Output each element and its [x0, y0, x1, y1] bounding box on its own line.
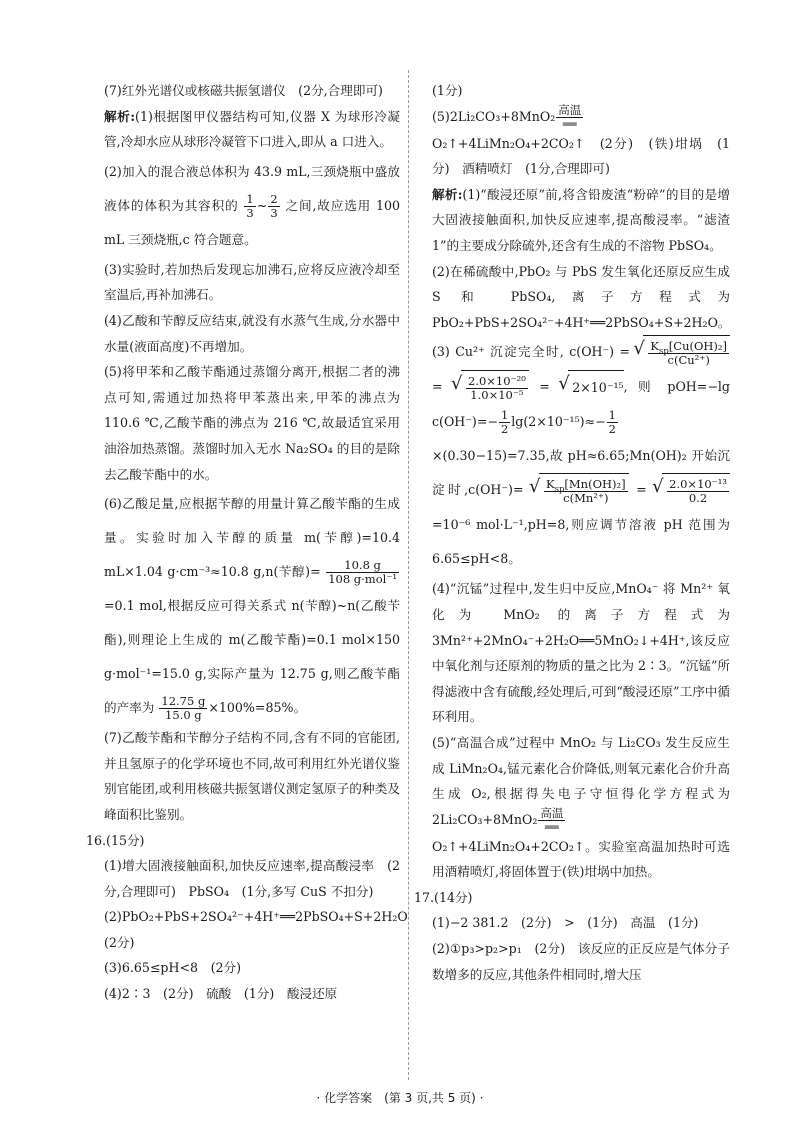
answer-16-4: (4)2∶3 (2分) 硫酸 (1分) 酸浸还原 [104, 986, 338, 1002]
analysis-16: 解析:(1)“酸浸还原”前,将含铅废渣“粉碎”的目的是增大固液接触面积,加快反应速率,提高酸浸率。“滤渣1”的主要成分除硫外,还含有生成的不溶物 PbSO₄。 [432, 186, 730, 253]
page-footer: · 化学答案 (第 3 页,共 5 页) · [316, 1091, 484, 1105]
analysis-15-1: (1)根据图甲仪器结构可知,仪器 X 为球形冷凝管,冷却水应从球形冷凝管下口进入,即从 a 口进入。 [104, 108, 400, 150]
fraction-moles-benzyl-alcohol: $\frac{10.8 g}{\text{108 g·mol⁻¹}}$ [328, 558, 397, 587]
analysis-15 [104, 104, 400, 155]
sqrt-cu-values: √ $\frac{\text{2.0×10⁻²⁰}}{\text{1.0×10⁻⁵}}$ [461, 370, 529, 405]
left-column [86, 78, 421, 1007]
analysis-label: 解析: [104, 108, 136, 124]
answer-17-2: (2)①p₃>p₂>p₁ (2分) 该反应的正反应是气体分子数增多的反应,其他条件相同时,增大压 [432, 941, 730, 982]
analysis-label-16: 解析: [432, 186, 463, 202]
answer-17-1: (1)−2 381.2 (2分) > (1分) 高温 (1分) [432, 915, 699, 931]
condition-high-temp-2: $\frac{\text{高温}}{══}$ [540, 805, 564, 834]
fraction-one-third: $\frac{1}{3}$ [246, 191, 254, 220]
fraction-half-2: $\frac{1}{2}$ [608, 408, 616, 437]
analysis-15-6-text: (6)乙酸足量,应根据苄醇的用量计算乙酸苄酯的生成量。实验时加入苄醇的质量 m(苄醇)=10.4 mL×1.04 g·cm⁻³≈10.8 g,n(苄醇)= [104, 496, 400, 580]
fraction-two-thirds: $\frac{2}{3}$ [270, 191, 278, 220]
yield-result: ×100%=85%。 [208, 700, 307, 716]
question-17-header: 17.(14分) [414, 889, 473, 905]
analysis-15-7: (7)乙酸苄酯和苄醇分子结构不同,含有不同的官能团,并且氢原子的化学环境也不同,故可利用红外光谱仪鉴别官能团,或利用核磁共振氢谱仪测定氢原子的种类及峰面积比鉴别。 [104, 730, 400, 822]
sqrt-mn: √ $\frac{K_{sp}[Mn(OH)_2]}{\text{c(Mn²⁺)}}$ [539, 473, 629, 508]
analysis-15-6-end: =0.1 mol,根据反应可得关系式 n(苄醇)~n(乙酸苄酯),则理论上生成的 m(乙酸苄酯)=0.1 mol×150 g·mol⁻¹=15.0 g,实际产量为 12.75 g,则乙酸苄酯的产率为 [104, 598, 400, 716]
analysis-16-3: (3) Cu²⁺ 沉淀完全时, c(OH⁻) = √ $\frac{K_{sp}[Cu(OH)_2]}{\text{c(Cu²⁺)}}$ = √ $\frac{\text{2.0×10⁻²⁰}}{\text{1.0×10⁻⁵}}$ = √ 2×10⁻¹⁵, 则 pOH=−lg c(OH⁻)=− $\frac{1}{2}$ lg(2×10⁻¹⁵)≈− $\frac{1}{2}$ ×(0.30−15)=7.35,故 pH≈6.65;Mn(OH)₂ 开始沉淀时,c(OH⁻)= √ $\frac{K_{sp}[Mn(OH)_2]}{\text{c(Mn²⁺)}}$ = √ $\frac{\text{2.0×10⁻¹³}}{0.2}$ =10⁻⁶ mol·L⁻¹,pH=8,则应调节溶液 pH 范围为 6.65≤pH<8。 [432, 335, 730, 576]
analysis-16-5: (5)“高温合成”过程中 MnO₂ 与 Li₂CO₃ 发生反应生成 LiMn₂O₄,锰元素化合价降低,则氧元素化合价升高生成 O₂,根据得失电子守恒得化学方程式为 2Li₂CO₃+8MnO₂ $\frac{\text{高温}}{══}$ O₂↑+4LiMn₂O₄+2CO₂↑。实验室高温加热时可选用酒精喷灯,将固体置于(铁)坩埚中加热。 [432, 734, 730, 880]
condition-high-temp: $\frac{\text{高温}}{══}$ [558, 102, 582, 131]
analysis-15-2-end: 之间,故应选用 100 mL 三颈烧瓶,c 符合题意。 [104, 197, 401, 247]
sqrt-result: √ 2×10⁻¹⁵ [568, 370, 623, 405]
answer-16-5: (5)2Li₂CO₃+8MnO₂ $\frac{\text{高温}}{══}$ O₂↑+4LiMn₂O₄+2CO₂↑ (2分) (铁)坩埚 (1分) 酒精喷灯 (1分,合理即可) [432, 102, 730, 177]
fraction-yield: $\frac{12.75 g}{15.0 g}$ [161, 694, 206, 723]
answer-15-7: (7)红外光谱仪或核磁共振氢谱仪 (2分,合理即可) [104, 83, 383, 98]
analysis-15-2: (2)加入的混合液总体积为 43.9 mL,三颈烧瓶中盛放液体的体积为其容积的 $\frac{1}{3}$ ~ $\frac{2}{3}$ 之间,故应选用 100 mL 三颈烧瓶,c 符合题意。 [104, 163, 401, 247]
analysis-15-4: (4)乙酸和苄醇反应结束,就没有水蒸气生成,分水器中水量(液面高度)不再增加。 [104, 312, 400, 354]
sqrt-cu: √ $\frac{K_{sp}[Cu(OH)_2]}{\text{c(Cu²⁺)}}$ [643, 335, 730, 370]
analysis-16-4: (4)“沉锰”过程中,发生归中反应,MnO₄⁻ 将 Mn²⁺ 氧化为 MnO₂ 的离子方程式为 3Mn²⁺+2MnO₄⁻+2H₂O══5MnO₂↓+4H⁺,该反应中氧化剂与还原剂的物质的量之比为 2∶3。“沉锰”所得滤液中含有硫酸,经处理后,可到“酸浸还原”工序中循环利用。 [432, 581, 730, 725]
answer-16-2: (2)PbO₂+PbS+2SO₄²⁻+4H⁺══2PbSO₄+S+2H₂O (2分) [104, 909, 421, 950]
analysis-15-6 [104, 487, 400, 725]
analysis-16-2: (2)在稀硫酸中,PbO₂ 与 PbS 发生氧化还原反应生成 S 和 PbSO₄,离子方程式为 PbO₂+PbS+2SO₄²⁻+4H⁺══2PbSO₄+S+2H₂O。 [432, 263, 731, 330]
answer-16-1: (1)增大固液接触面积,加快反应速率,提高酸浸率 (2分,合理即可) PbSO₄ (1分,多写 CuS 不扣分) [104, 858, 400, 899]
fraction-half-1: $\frac{1}{2}$ [500, 408, 509, 437]
question-16-header: 16.(15分) [86, 832, 145, 848]
analysis-15-5: (5)将甲苯和乙酸苄酯通过蒸馏分离开,根据二者的沸点可知,需通过加热将甲苯蒸出来,甲苯的沸点为 110.6 ℃,乙酸苄酯的沸点为 216 ℃,故最适宜采用油浴加热蒸馏。蒸馏时加入无水 Na₂SO₄ 的目的是除去乙酸苄酯中的水。 [104, 364, 400, 482]
answer-16-4-score: (1分) [432, 83, 463, 98]
analysis-15-2-text: (2)加入的混合液总体积为 43.9 mL,三颈烧瓶中盛放液体的体积为其容积的 [104, 163, 400, 213]
analysis-15-3: (3)实验时,若加热后发现忘加沸石,应将反应液冷却至室温后,再补加沸石。 [104, 261, 400, 303]
sqrt-mn-values: √ $\frac{\text{2.0×10⁻¹³}}{0.2}$ [662, 473, 730, 508]
answer-16-3: (3)6.65≤pH<8 (2分) [104, 960, 242, 976]
right-column [414, 78, 731, 987]
column-divider [408, 70, 409, 1080]
